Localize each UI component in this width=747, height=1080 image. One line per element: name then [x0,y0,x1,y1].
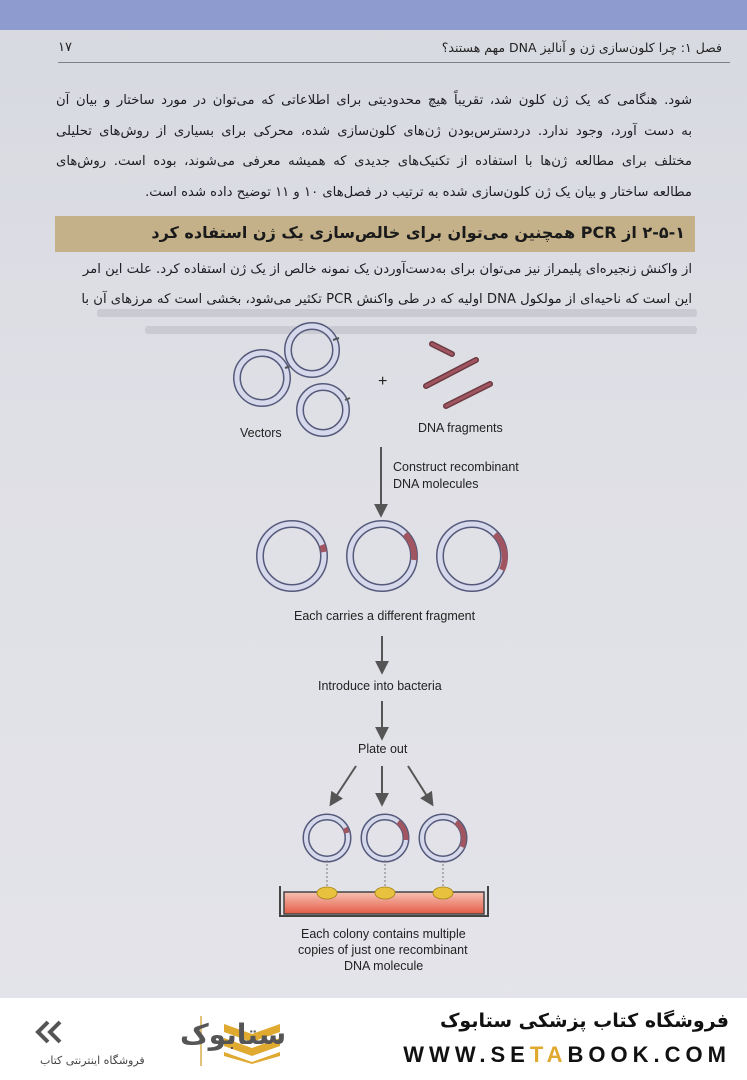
colony-caption-line-1: Each colony contains multiple [301,927,466,941]
top-color-band [0,0,747,30]
vector-plasmid [237,353,291,403]
flow-arrow [331,766,356,804]
construct-step-label-1: Construct recombinant [393,460,519,474]
colony-plasmid [306,817,348,859]
bacterial-colony [375,887,395,899]
chapter-title: فصل ۱: چرا کلون‌سازی ژن و آنالیز DNA مهم هستند؟ [441,40,722,55]
colony-caption-line-2: copies of just one recombinant [298,943,468,957]
logo-subtitle: فروشگاه اینترنتی کتاب [40,1054,145,1067]
vectors-label: Vectors [240,426,282,440]
recombinant-plasmid [440,524,505,588]
flow-arrow [408,766,432,804]
recombinant-plasmid [350,524,414,588]
page-header [58,38,728,60]
setabook-wordmark-logo [30,1012,287,1052]
paragraph-line: این است که ناحیه‌ای از مولکول DNA اولیه که در طی واکنش PCR تکثیر می‌شود، بخشی است که مرزهای آن با [81,292,692,307]
plate-out-label: Plate out [358,742,408,756]
colony-plasmid [422,817,464,859]
plus-sign: + [378,373,388,390]
url-highlight: TA [529,1042,568,1067]
store-name: فروشگاه کتاب پزشکی ستابوک [439,1010,729,1032]
fragment-caption: Each carries a different fragment [294,609,476,623]
bacterial-colony [433,887,453,899]
recombinant-plasmid [260,524,324,588]
page-number: ۱۷ [58,40,72,55]
paragraph-line: مطالعه ساختار و بیان یک ژن کلون‌سازی شده به ترتیب در فصل‌های ۱۰ و ۱۱ توضیح داده شده است. [145,184,692,200]
vector-plasmid [300,387,350,433]
url-prefix: WWW.SE [403,1042,530,1067]
bacterial-colony [317,887,337,899]
paragraph-line: به دست آورد، وجود ندارد. دردسترس‌بودن ژن‌های کلون‌سازی شده، محرکی برای بسیاری از روش‌های تحلیلی [56,123,692,139]
store-footer [0,998,747,1080]
colony-caption-line-3: DNA molecule [344,959,424,973]
store-url-link[interactable] [403,1042,731,1068]
body-paragraph-1 [56,86,692,208]
logo-wordmark-text: ستابوک [180,1018,287,1051]
construct-step-label-2: DNA molecules [393,477,479,491]
dna-fragments-label: DNA fragments [418,421,503,435]
colony-plasmid [364,817,406,859]
paragraph-line: مختلف برای مطالعه ژن‌ها با استفاده از تکنیک‌های جدیدی که همیشه معرفی می‌شوند، بوده است. روش‌های [56,154,692,169]
section-heading-band [55,216,695,252]
paragraph-line: شود. هنگامی که یک ژن کلون شد، تقریباً هیچ محدودیتی برای اطلاعاتی که می‌توان در مورد ساختار و بیان آن [56,93,692,108]
vector-plasmid [288,326,339,374]
url-suffix: BOOK.COM [567,1042,731,1067]
section-heading: ۲-۵-۱ از PCR همچنین می‌توان برای خالص‌سازی یک ژن استفاده کرد [151,223,685,242]
introduce-bacteria-label: Introduce into bacteria [318,679,442,693]
dna-fragments [426,344,490,406]
header-divider [58,62,730,63]
cloning-figure [0,320,747,1000]
paragraph-line: از واکنش زنجیره‌ای پلیمراز نیز می‌توان برای به‌دست‌آوردن یک نمونه خالص از یک ژن استفاده کرد. علت این امر [82,262,692,277]
